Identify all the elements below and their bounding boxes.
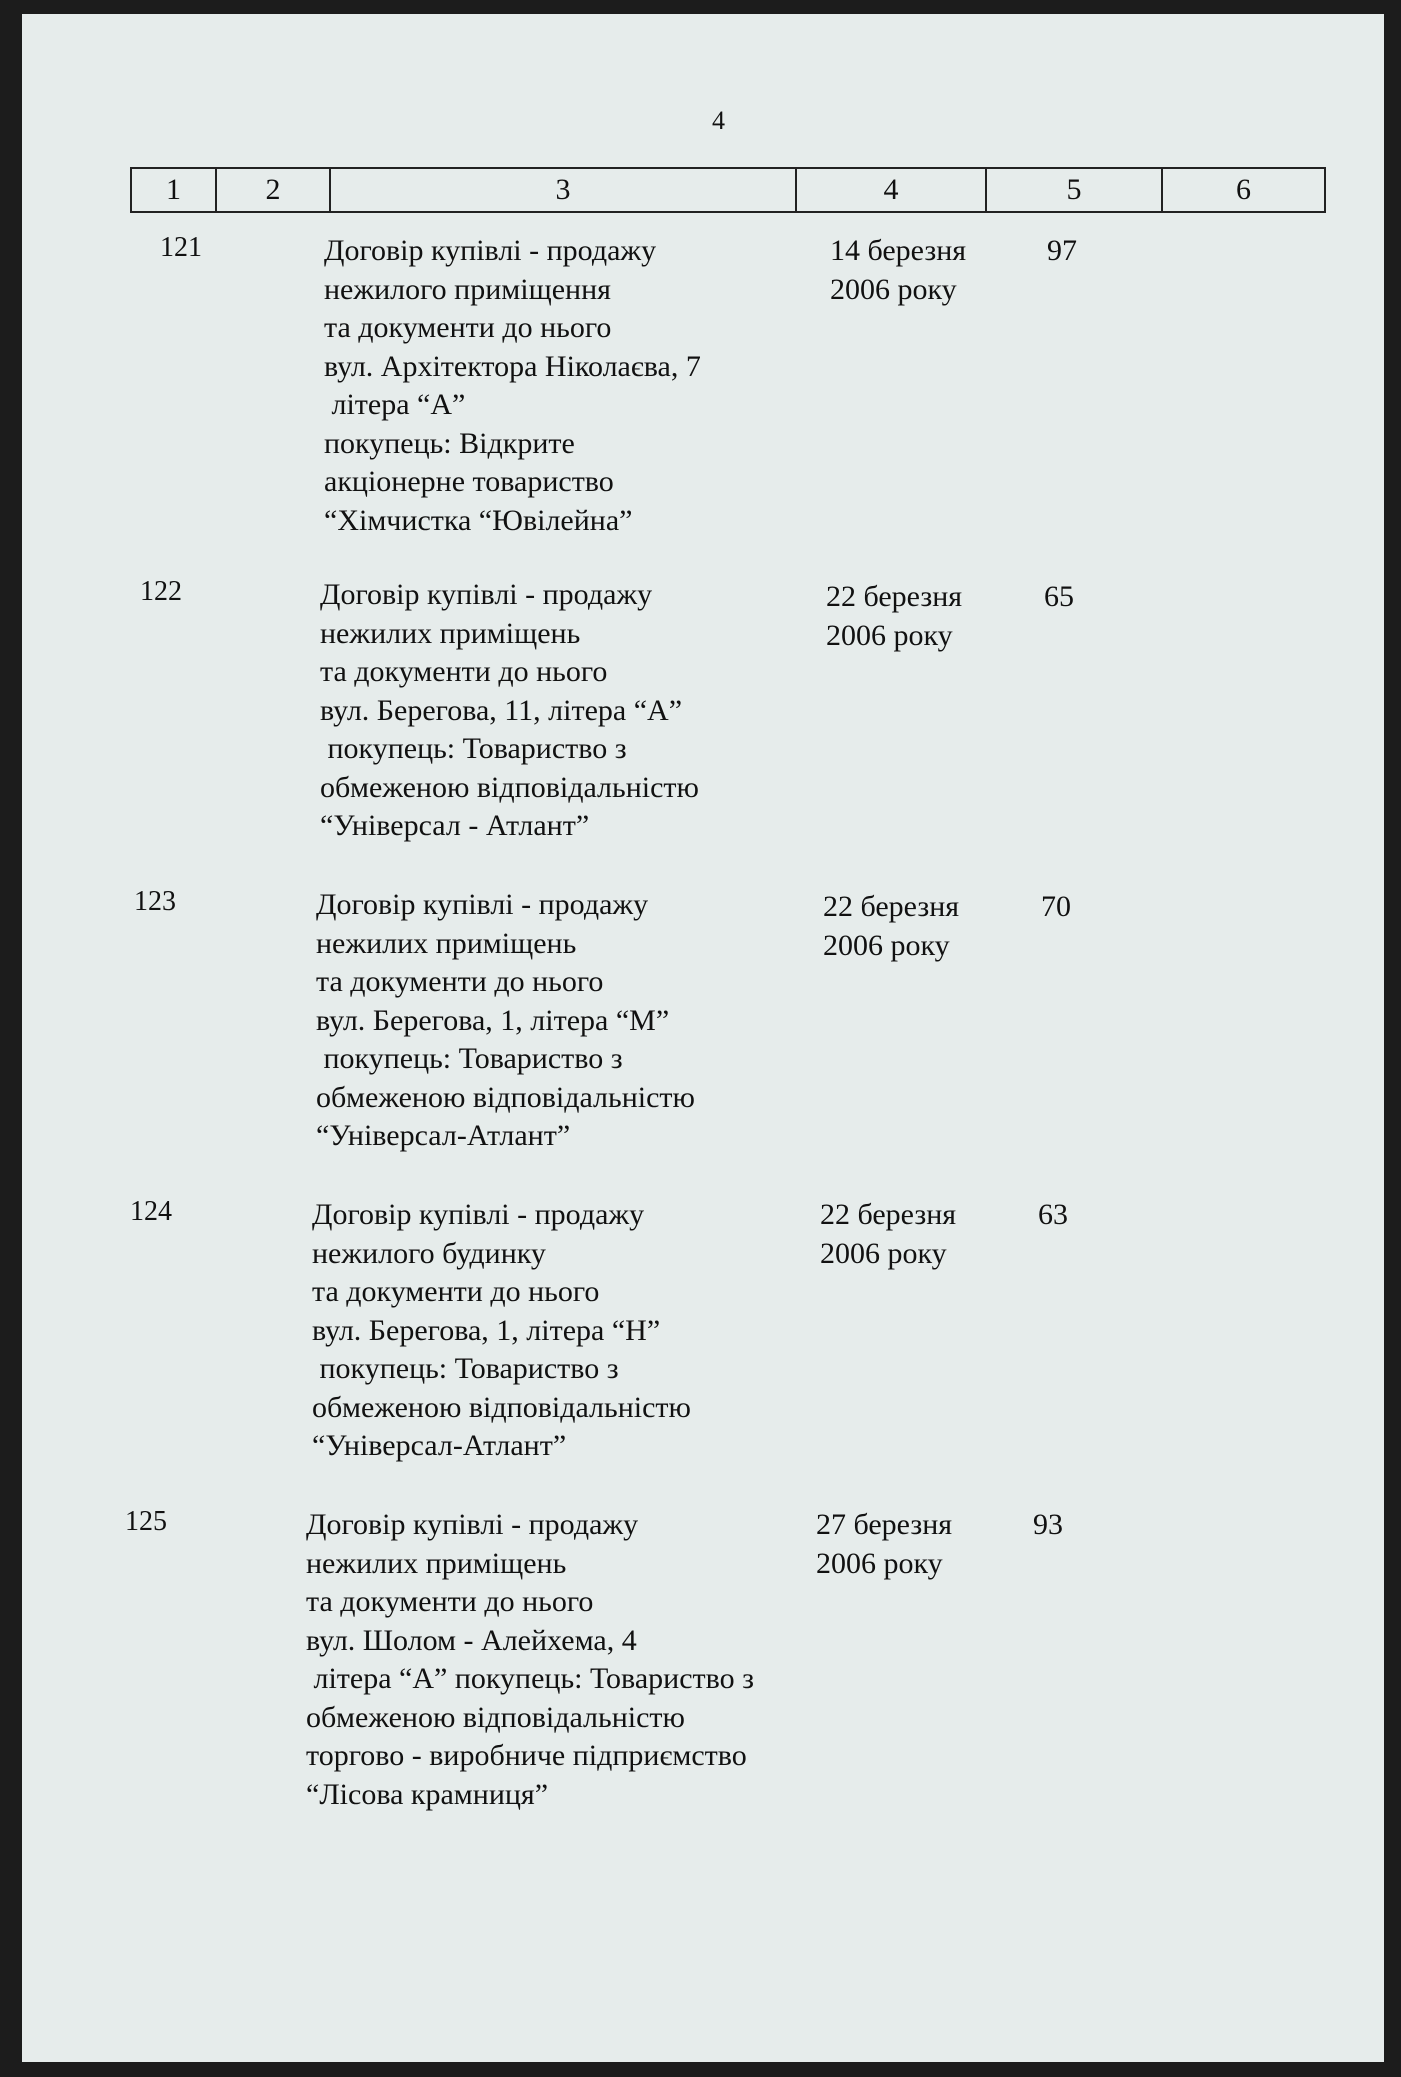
header-cell-3: 3 (331, 169, 797, 211)
description-line: покупець: Товариство з (320, 732, 627, 765)
description-line: Договір купівлі - продажу (316, 888, 649, 921)
entry-number: 122 (140, 576, 182, 607)
description-line: Договір купівлі - продажу (312, 1198, 645, 1231)
header-cell-2: 2 (217, 169, 331, 211)
entry-description (306, 1506, 754, 1814)
description-line: “Універсал-Атлант” (312, 1429, 567, 1462)
description-line: Договір купівлі - продажу (306, 1508, 639, 1541)
entry-pages: 70 (1041, 890, 1071, 923)
description-line: літера “А” покупець: Товариство з (306, 1662, 754, 1695)
date-line: 22 березня (823, 890, 960, 923)
entry-number: 121 (160, 232, 202, 263)
description-line: акціонерне товариство (324, 465, 614, 498)
description-line: обмеженою відповідальністю (306, 1700, 685, 1734)
description-line: літера “А” (324, 388, 466, 421)
date-line: 22 березня (826, 580, 963, 613)
date-line: 2006 року (820, 1236, 947, 1270)
header-cell-6: 6 (1236, 173, 1251, 206)
description-line: вул. Берегова, 1, літера “Н” (312, 1313, 661, 1347)
description-line: покупець: Товариство з (316, 1042, 623, 1075)
entry-date (823, 888, 959, 965)
date-line: 2006 року (826, 618, 953, 652)
entry-number: 125 (125, 1506, 167, 1537)
description-line: вул. Шолом - Алейхема, 4 (306, 1623, 637, 1657)
description-line: нежилого приміщення (324, 272, 611, 306)
date-line: 2006 року (830, 272, 957, 306)
entry-description (316, 886, 695, 1156)
description-line: нежилих приміщень (306, 1546, 567, 1580)
description-line: покупець: Товариство з (312, 1352, 619, 1385)
description-line: вул. Архітектора Ніколаєва, 7 (324, 349, 701, 383)
date-line: 2006 року (816, 1546, 943, 1580)
description-line: Договір купівлі - продажу (324, 234, 657, 267)
date-line: 14 березня (830, 234, 967, 267)
description-line: “Хімчистка “Ювілейна” (324, 503, 633, 537)
entry-pages: 65 (1044, 580, 1074, 613)
date-line: 27 березня (816, 1508, 953, 1541)
header-cell-4: 4 (797, 169, 987, 211)
entry-description (312, 1196, 691, 1466)
description-line: обмеженою відповідальністю (320, 770, 699, 804)
entry-date (816, 1506, 952, 1583)
entry-date (820, 1196, 956, 1273)
entry-pages: 63 (1038, 1198, 1068, 1231)
description-line: обмеженою відповідальністю (312, 1390, 691, 1424)
description-line: “Лісова крамниця” (306, 1777, 549, 1811)
header-cell-1: 1 (132, 169, 217, 211)
entry-date (826, 578, 962, 655)
description-line: та документи до нього (320, 655, 608, 688)
date-line: 2006 року (823, 928, 950, 962)
entry-date (830, 232, 966, 309)
entry-number: 124 (130, 1196, 172, 1227)
description-line: та документи до нього (324, 311, 612, 344)
description-line: та документи до нього (316, 965, 604, 998)
description-line: вул. Берегова, 1, літера “М” (316, 1003, 670, 1037)
description-line: нежилих приміщень (320, 616, 581, 650)
description-line: та документи до нього (312, 1275, 600, 1308)
description-line: Договір купівлі - продажу (320, 578, 653, 611)
description-line: обмеженою відповідальністю (316, 1080, 695, 1114)
description-line: нежилих приміщень (316, 926, 577, 960)
page-number: 4 (712, 106, 725, 135)
description-line: вул. Берегова, 11, літера “А” (320, 693, 683, 727)
entry-pages: 97 (1047, 234, 1077, 267)
description-line: торгово - виробниче підприємство (306, 1739, 747, 1772)
description-line: “Універсал-Атлант” (316, 1119, 571, 1152)
description-line: “Універсал - Атлант” (320, 809, 590, 842)
table-header-row (130, 167, 1326, 213)
description-line: нежилого будинку (312, 1236, 546, 1270)
entry-pages: 93 (1033, 1508, 1063, 1541)
description-line: та документи до нього (306, 1585, 594, 1618)
entry-number: 123 (134, 886, 176, 917)
entry-description (320, 576, 699, 846)
date-line: 22 березня (820, 1198, 957, 1231)
entry-description (324, 232, 701, 540)
header-cell-5: 5 (987, 169, 1163, 211)
document-page (22, 14, 1384, 2062)
description-line: покупець: Відкрите (324, 426, 575, 460)
